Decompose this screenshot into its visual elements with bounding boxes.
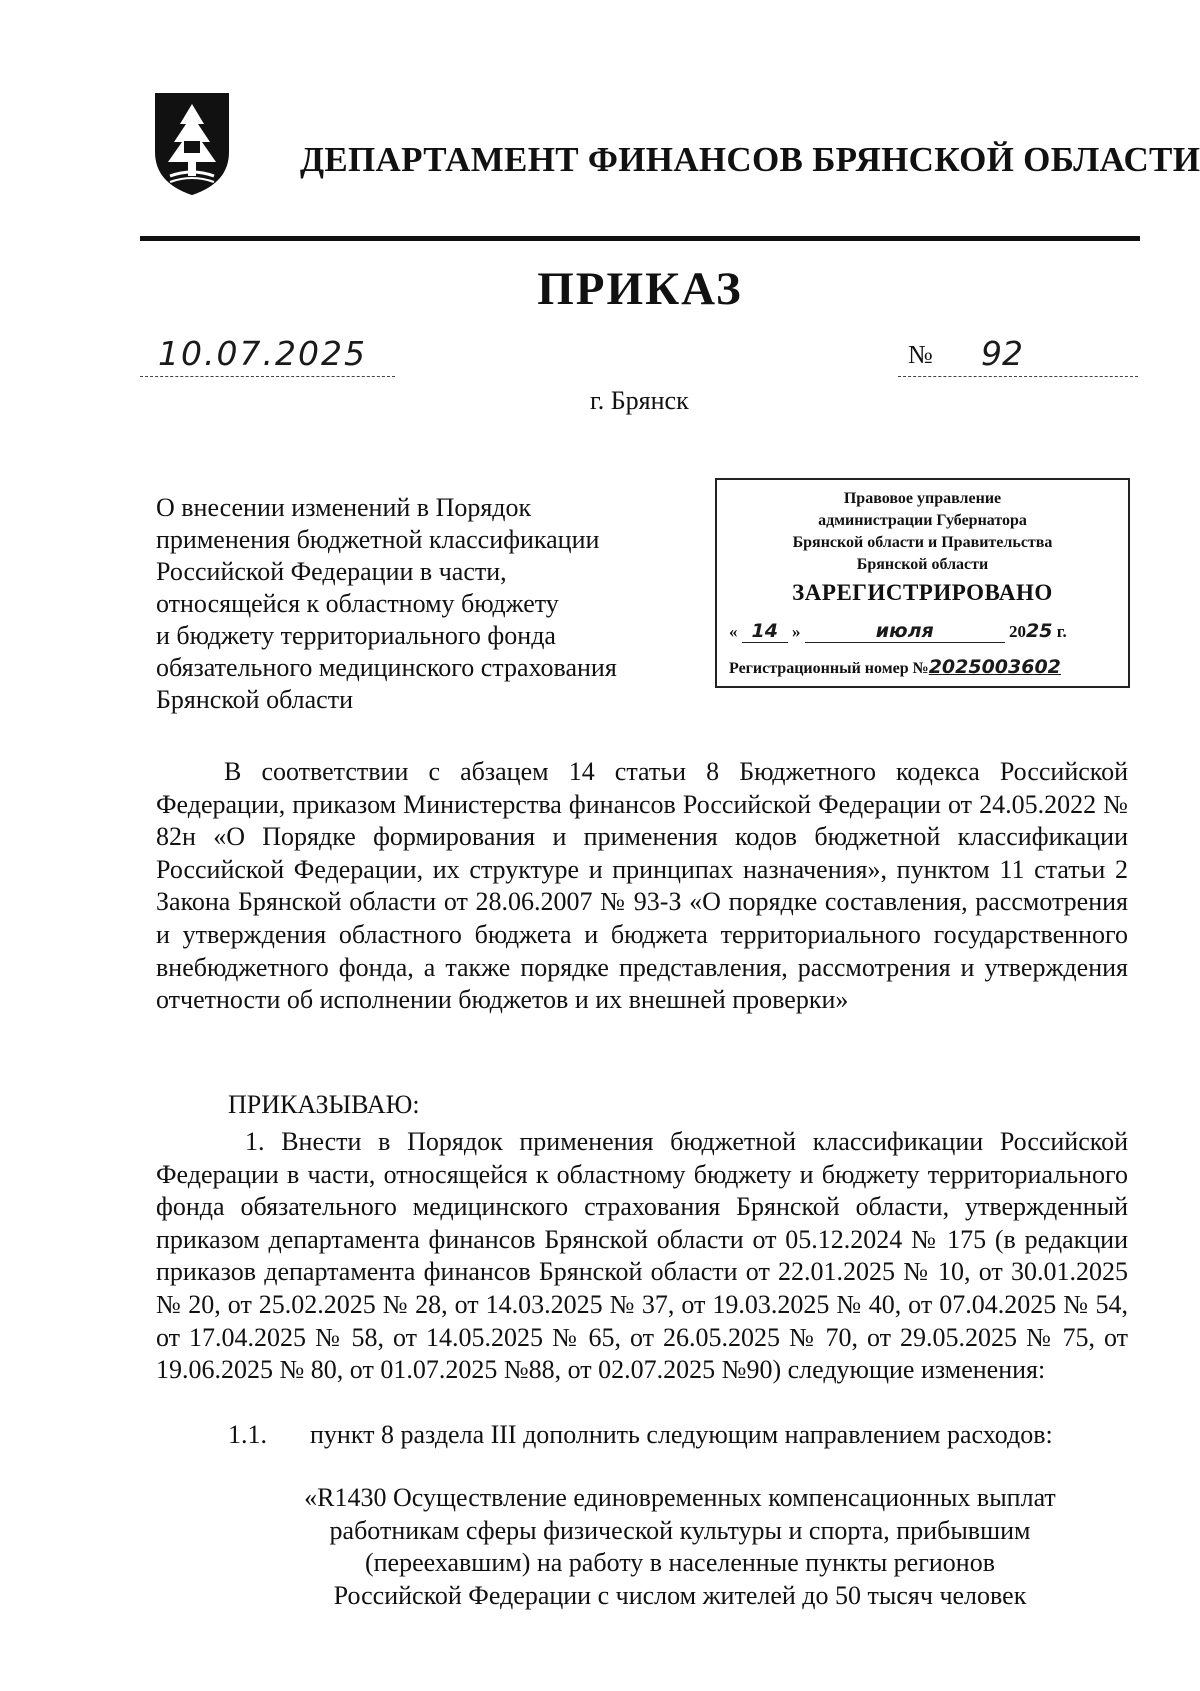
document-subject [156,492,696,716]
subject-line: и бюджету территориального фонда [156,621,556,650]
subject-line: Брянской области [156,685,353,714]
item-1 [156,1126,1128,1387]
stamp-date-suffix: г. [1056,622,1067,641]
stamp-registration [729,656,1124,678]
subject-line: Российской Федерации в части, [156,557,507,586]
stamp-date-year: 25 [1026,620,1053,642]
stamp-reg-label: Регистрационный номер № [729,660,929,677]
preamble-text: В соответствии с абзацем 14 статьи 8 Бюджетного кодекса Российской Федерации, приказом Министерства финансов Российской Федерации от 24.05.2022 № 82н «О Порядке формирования и применения кодов бюджетной классификации Российской Федерации, их структуре и принципах назначения», пунктом 11 статьи 2 Закона Брянской области от 28.06.2007 № 93-З «О порядке составления, рассмотрения и утверждения областного бюджета и бюджета территориального государственного внебюджетного фонда, а также порядке представления, рассмотрения и утверждения отчетности об исполнении бюджетов и их внешней проверки» [156,757,1128,1015]
document-date-field [140,334,395,377]
subject-line: обязательного медицинского страхования [156,653,617,682]
order-word: ПРИКАЗЫВАЮ: [228,1090,420,1119]
quote-line: (переехавшим) на работу в населенные пункты регионов [364,1548,995,1578]
organization-name: ДЕПАРТАМЕНТ ФИНАНСОВ БРЯНСКОЙ ОБЛАСТИ [300,140,1200,179]
preamble [156,756,1128,1017]
document-date: 10.07.2025 [158,334,367,373]
bryansk-coat-of-arms-icon [150,90,234,196]
subject-line: О внесении изменений в Порядок [156,493,532,522]
stamp-date-open: « [729,622,738,641]
stamp-date-day: 14 [742,620,788,643]
stamp-date-year-prefix: 20 [1009,622,1026,641]
subitem-text: пункт 8 раздела III дополнить следующим направлением расходов: [310,1420,1053,1449]
stamp-reg-number: 2025003602 [928,656,1061,678]
document-number-field [898,334,1138,377]
stamp-line: Правовое управление [843,490,1002,507]
header-divider [140,236,1140,241]
registration-stamp [715,478,1130,688]
quoted-expense-direction [240,1482,1120,1612]
subject-line: применения бюджетной классификации [156,525,600,554]
subitem-number: 1.1. [228,1420,267,1449]
subitem-1-1 [228,1420,1053,1450]
subject-line: относящейся к областному бюджету [156,589,559,618]
quote-line: «R1430 Осуществление единовременных компенсационных выплат [304,1483,1056,1512]
stamp-date-close: » [792,622,801,641]
city: г. Брянск [590,386,689,415]
stamp-line: Брянской области и Правительства [792,534,1053,551]
stamp-line: Брянской области [856,556,989,573]
quote-line: Российской Федерации с числом жителей до 50 тысяч человек [333,1580,1027,1610]
item-1-text: 1. Внести в Порядок применения бюджетной классификации Российской Федерации в части, относящейся к областному бюджету и бюджету территориального фонда обязательного медицинского страхования Брянской области, утвержденный приказом департамента финансов Брянской области от 05.12.2024 № 175 (в редакции приказов департамента финансов Брянской области от 22.01.2025 № 10, от 30.01.2025 № 20, от 25.02.2025 № 28, от 14.03.2025 № 37, от 19.03.2025 № 40, от 07.04.2025 № 54, от 17.04.2025 № 58, от 14.05.2025 № 65, от 26.05.2025 № 70, от 29.05.2025 № 75, от 19.06.2025 № 80, от 01.07.2025 №88, от 02.07.2025 №90) следующие изменения: [156,1127,1128,1385]
stamp-line: администрации Губернатора [818,512,1027,529]
document-title: ПРИКАЗ [537,263,743,315]
stamp-date [729,620,1119,650]
quote-line: работникам сферы физической культуры и спорта, прибывшим [329,1515,1031,1545]
number-label: № [908,340,933,369]
stamp-date-month: июля [805,620,1005,643]
stamp-registered: ЗАРЕГИСТРИРОВАНО [792,580,1053,605]
document-number: 92 [981,334,1023,373]
